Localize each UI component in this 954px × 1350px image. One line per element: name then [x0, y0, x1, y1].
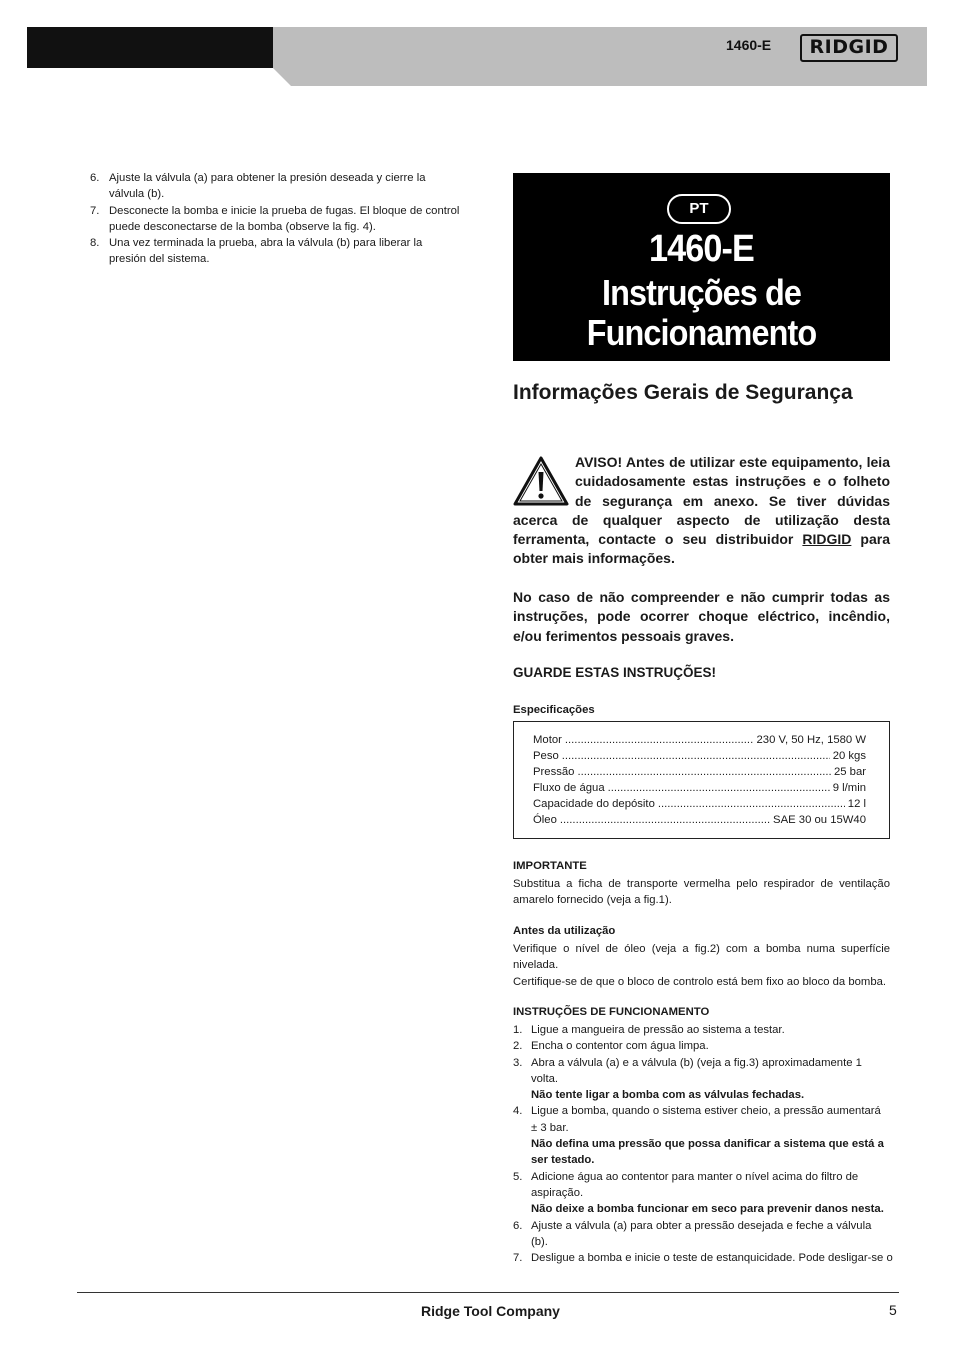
- footer-company: Ridge Tool Company: [421, 1303, 560, 1319]
- brand-link: RIDGID: [802, 531, 852, 548]
- left-column-steps: [90, 170, 462, 268]
- list-item: 6. Ajuste la válvula (a) para obtener la presión deseada y cierre la válvula (b).: [90, 172, 426, 201]
- header-model: 1460-E: [726, 37, 772, 53]
- warning-text: AVISO! Antes de utilizar este equipamento, leia cuidadosamente estas instruções e o folheto de segurança em anexo. Se tiver dúvidas acerca de qualquer aspecto de utilização desta ferramenta, contacte o seu distribuidor RIDGID para obter mais informações.: [513, 454, 890, 567]
- warning-triangle-icon: [512, 455, 570, 507]
- spec-row: Capacidade do depósito ..... 12 l: [533, 796, 866, 812]
- warning-consequences: No caso de não compreender e não cumprir todas as instruções, pode ocorrer choque eléctrico, incêndio, e/ou ferimentos pessoais graves.: [513, 589, 890, 644]
- header-slant-strip: [27, 68, 927, 86]
- list-item: 8. Una vez terminada la prueba, abra la válvula (b) para liberar la presión del sistema.: [90, 237, 423, 266]
- before-use-text-1: Verifique o nível de óleo (veja a fig.2) com a bomba numa superfície nivelada.: [513, 943, 890, 972]
- spec-row: Pressão ..... 25 bar: [533, 764, 866, 780]
- spec-row: Óleo ..... SAE 30 ou 15W40: [533, 812, 866, 828]
- list-item: 2. Encha o contentor com água limpa.: [513, 1040, 709, 1053]
- list-item: 7. Desconecte la bomba e inicie la prueba de fugas. El bloque de control puede desconectarse de la bomba (observe la fig. 4).: [90, 204, 460, 233]
- before-use-text-2: Certifique-se de que o bloco de controlo está bem fixo ao bloco da bomba.: [513, 976, 887, 988]
- operation-steps: [513, 1022, 893, 1266]
- banner-line-2: Instruções de: [602, 272, 801, 313]
- list-item: 5. Adicione água ao contentor para manter o nível acima do filtro de aspiração. Não deixe a bomba funcionar em seco para prevenir danos nesta.: [513, 1170, 884, 1216]
- list-item: 7. Desligue a bomba e inicie o teste de estanquicidade. Pode desligar-se o: [513, 1252, 893, 1265]
- banner-line-3: Funcionamento: [586, 312, 817, 353]
- important-title: IMPORTANTE: [513, 860, 587, 872]
- header-black-bar: [27, 27, 273, 68]
- page-number: 5: [889, 1302, 897, 1318]
- list-item: 1. Ligue a mangueira de pressão ao sistema a testar.: [513, 1024, 785, 1036]
- important-text: Substitua a ficha de transporte vermelha pelo respirador de ventilação amarelo fornecido (veja a fig.1).: [513, 878, 890, 907]
- list-item: 6. Ajuste a válvula (a) para obter a pressão desejada e feche a válvula (b).: [513, 1219, 872, 1248]
- operation-title: INSTRUÇÕES DE FUNCIONAMENTO: [513, 1006, 710, 1018]
- title-banner: [513, 173, 890, 361]
- specs-title: Especificações: [513, 704, 595, 716]
- safety-title: Informações Gerais de Segurança: [513, 381, 853, 404]
- language-badge: PT: [667, 194, 731, 224]
- save-instructions: GUARDE ESTAS INSTRUÇÕES!: [513, 665, 717, 680]
- list-item: 4. Ligue a bomba, quando o sistema estiver cheio, a pressão aumentará ± 3 bar. Não defina uma pressão que possa danificar a sistema que está a ser testado.: [513, 1105, 884, 1167]
- spec-row: Motor ..... 230 V, 50 Hz, 1580 W: [533, 732, 866, 748]
- spec-row: Fluxo de água ..... 9 l/min: [533, 780, 866, 796]
- specs-table: [513, 721, 890, 839]
- list-item: 3. Abra a válvula (a) e a válvula (b) (veja a fig.3) aproximadamente 1 volta. Não tente ligar a bomba com as válvulas fechadas.: [513, 1056, 862, 1102]
- ridgid-logo: RIDGID: [800, 34, 900, 64]
- before-use-title: Antes da utilização: [513, 925, 616, 937]
- spec-row: Peso ..... 20 kgs: [533, 748, 866, 764]
- banner-model: 1460-E: [649, 228, 754, 270]
- footer-rule: [77, 1292, 899, 1293]
